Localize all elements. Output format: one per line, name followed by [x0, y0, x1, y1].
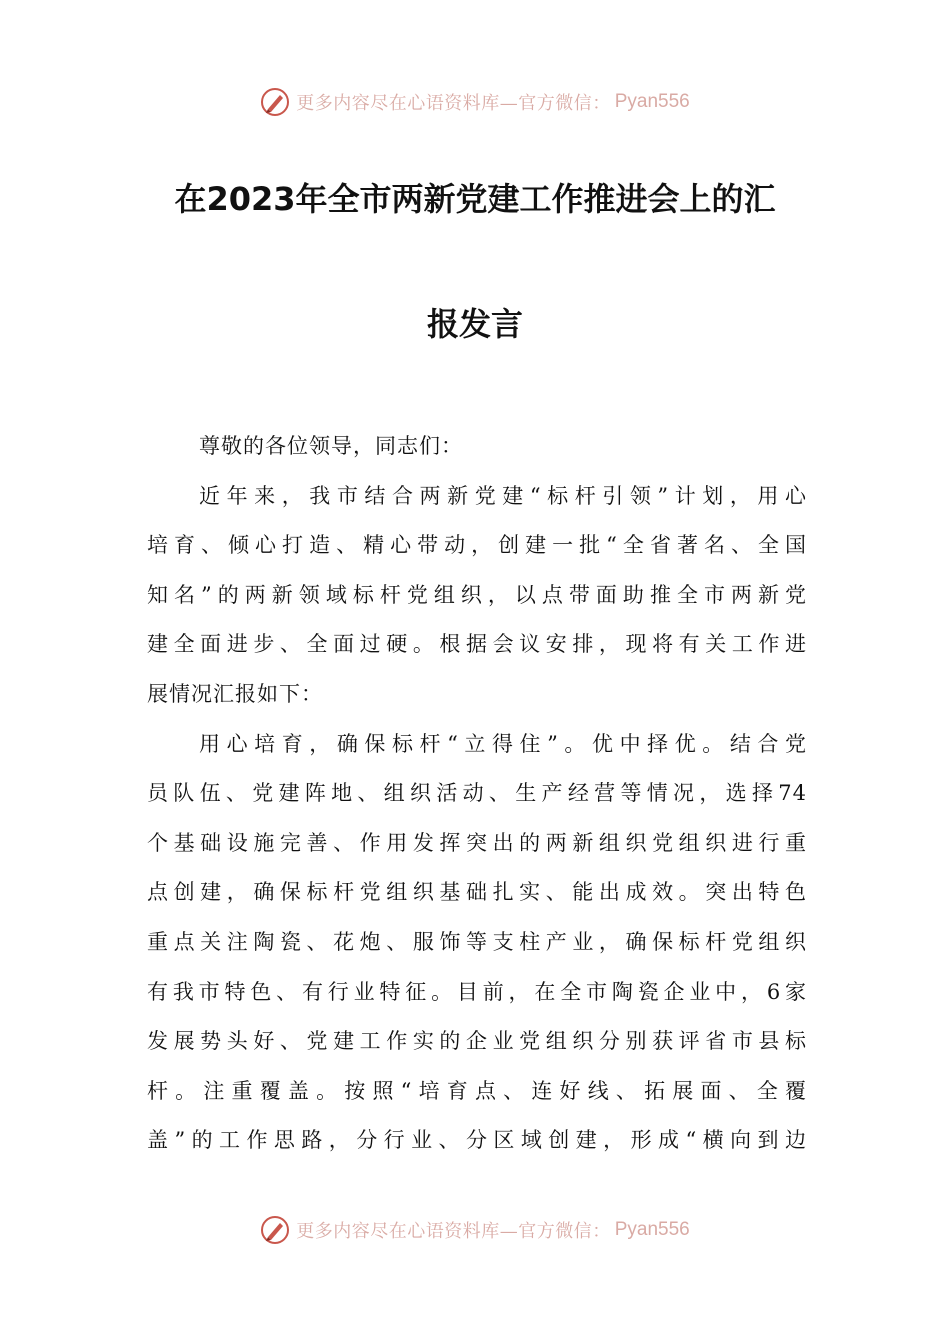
body-line: 杆。注重覆盖。按照“培育点、连好线、拓展面、全覆 [147, 1078, 807, 1103]
body-line: 培育、倾心打造、精心带动，创建一批“全省著名、全国 [147, 533, 807, 558]
body-line: 发展势头好、党建工作实的企业党组织分别获评省市县标 [147, 1029, 807, 1054]
salutation: 尊敬的各位领导，同志们： [199, 434, 463, 458]
footer-watermark [0, 1210, 950, 1250]
pen-logo-icon [260, 1215, 290, 1245]
watermark-wechat-id: Pyan556 [614, 91, 690, 112]
body-line: 点创建，确保标杆党组织基础扎实、能出成效。突出特色 [147, 880, 807, 905]
body-line: 用心培育，确保标杆“立得住”。优中择优。结合党 [199, 731, 807, 756]
document-body [147, 422, 807, 1166]
body-line: 有我市特色、有行业特征。目前，在全市陶瓷企业中，6家 [147, 979, 807, 1004]
body-line: 展情况汇报如下： [147, 681, 323, 706]
body-line: 个基础设施完善、作用发挥突出的两新组织党组织进行重 [147, 830, 807, 855]
document-title-line-1: 在2023年全市两新党建工作推进会上的汇 [174, 180, 776, 218]
document-title-line-2: 报发言 [426, 305, 523, 343]
header-watermark [0, 82, 950, 122]
body-line: 重点关注陶瓷、花炮、服饰等支柱产业，确保标杆党组织 [147, 929, 807, 954]
watermark-text: 更多内容尽在心语资料库—官方微信： [296, 1221, 611, 1242]
watermark-text: 更多内容尽在心语资料库—官方微信： [296, 93, 611, 114]
pen-logo-icon [260, 87, 290, 117]
body-line: 知名”的两新领域标杆党组织，以点带面助推全市两新党 [147, 582, 807, 607]
body-line: 盖”的工作思路，分行业、分区域创建，形成“横向到边 [147, 1128, 807, 1153]
body-line: 员队伍、党建阵地、组织活动、生产经营等情况，选择74 [147, 781, 807, 806]
watermark-wechat-id: Pyan556 [614, 1219, 690, 1240]
body-line: 建全面进步、全面过硬。根据会议安排，现将有关工作进 [147, 632, 807, 657]
body-line: 近年来，我市结合两新党建“标杆引领”计划，用心 [199, 483, 807, 508]
